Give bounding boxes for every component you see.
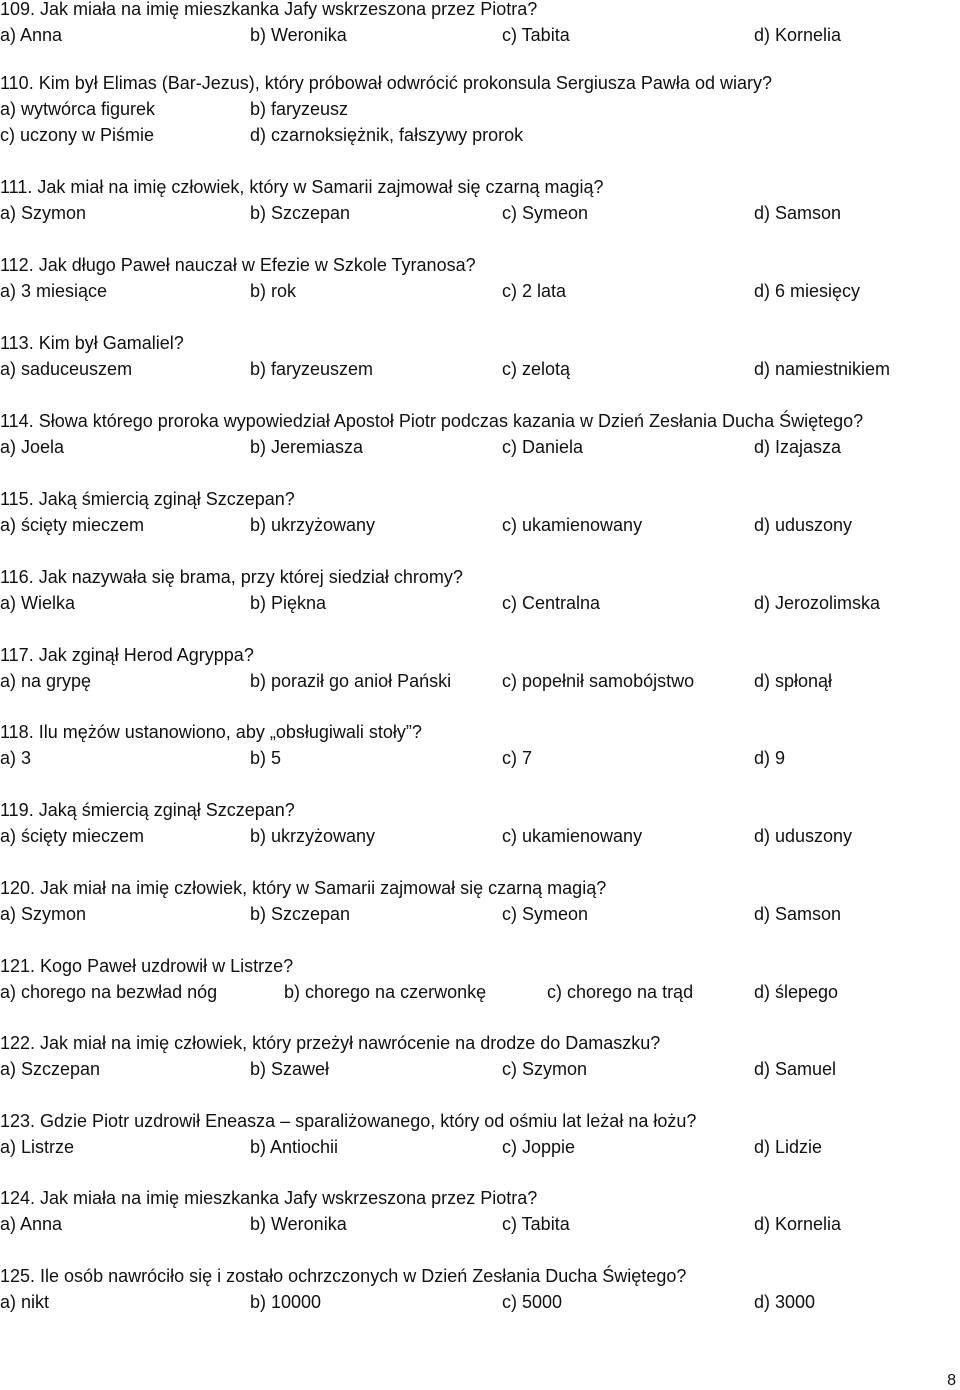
answer-c: c) Daniela (502, 437, 584, 457)
answer-row (0, 590, 960, 616)
answer-b: b) 5 (250, 748, 282, 768)
answer-d: d) ślepego (754, 982, 839, 1002)
answer-d: d) Lidzie (754, 1137, 823, 1157)
answer-a: a) Anna (0, 25, 63, 45)
answer-row (0, 901, 960, 927)
answer-c: c) Tabita (502, 1214, 570, 1234)
question-text: 120. Jak miał na imię człowiek, który w Samarii zajmował się czarną magią? (0, 878, 607, 898)
question-text: 110. Kim był Elimas (Bar-Jezus), który próbował odwrócić prokonsula Sergiusza Pawła od wiary? (0, 73, 772, 93)
answer-c: c) 5000 (502, 1292, 563, 1312)
question-116 (0, 564, 960, 642)
answer-row (0, 96, 960, 148)
answer-d: d) Samson (754, 904, 842, 924)
question-text: 123. Gdzie Piotr uzdrowił Eneasza – sparaliżowanego, który od ośmiu lat leżał na łożu? (0, 1111, 697, 1131)
answer-b: b) Weronika (250, 25, 347, 45)
answer-c: c) Szymon (502, 1059, 588, 1079)
answer-row (0, 1289, 960, 1315)
answer-row (0, 823, 960, 849)
answer-a: a) Szymon (0, 904, 87, 924)
answer-d: d) 6 miesięcy (754, 281, 861, 301)
answer-a: a) wytwórca figurek (0, 99, 156, 119)
question-122 (0, 1030, 960, 1108)
answer-d: d) 9 (754, 748, 786, 768)
question-109 (0, 0, 960, 74)
answer-c: c) chorego na trąd (547, 982, 694, 1002)
answer-d: d) Izajasza (754, 437, 842, 457)
answer-b: b) faryzeuszem (250, 359, 374, 379)
question-text: 125. Ile osób nawróciło się i zostało ochrzczonych w Dzień Zesłania Ducha Świętego? (0, 1266, 687, 1286)
answer-b: b) Piękna (250, 593, 327, 613)
question-text: 117. Jak zginął Herod Agryppa? (0, 645, 254, 665)
answer-a: a) Wielka (0, 593, 76, 613)
question-124 (0, 1185, 960, 1263)
answer-a: a) ścięty mieczem (0, 515, 145, 535)
answer-row (0, 356, 960, 382)
answer-row (0, 200, 960, 226)
answer-a: a) nikt (0, 1292, 50, 1312)
answer-a: a) Szymon (0, 203, 87, 223)
answer-a: a) Anna (0, 1214, 63, 1234)
answer-d: d) Samson (754, 203, 842, 223)
answer-b: b) poraził go anioł Pański (250, 671, 452, 691)
answer-c: c) 7 (502, 748, 533, 768)
answer-c: c) Symeon (502, 904, 589, 924)
question-110 (0, 70, 960, 148)
answer-row (0, 512, 960, 538)
answer-row (0, 1211, 960, 1237)
answer-c: c) ukamienowany (502, 515, 643, 535)
answer-d: d) Kornelia (754, 25, 842, 45)
answer-row (0, 22, 960, 48)
answer-b: b) 10000 (250, 1292, 322, 1312)
question-125 (0, 1263, 960, 1341)
question-text: 115. Jaką śmiercią zginął Szczepan? (0, 489, 295, 509)
answer-b: b) faryzeusz (250, 99, 349, 119)
question-text: 122. Jak miał na imię człowiek, który przeżył nawrócenie na drodze do Damaszku? (0, 1033, 661, 1053)
answer-a: a) chorego na bezwład nóg (0, 982, 218, 1002)
answer-b: b) rok (250, 281, 297, 301)
answer-row (0, 278, 960, 304)
question-text: 112. Jak długo Paweł nauczał w Efezie w Szkole Tyranosa? (0, 255, 476, 275)
question-112 (0, 252, 960, 330)
answer-b: b) Jeremiasza (250, 437, 364, 457)
question-121 (0, 953, 960, 1031)
answer-row (0, 1056, 960, 1082)
answer-c: c) zelotą (502, 359, 571, 379)
answer-b: b) ukrzyżowany (250, 826, 376, 846)
answer-c: c) Symeon (502, 203, 589, 223)
question-text: 116. Jak nazywała się brama, przy której siedział chromy? (0, 567, 463, 587)
answer-b: b) Weronika (250, 1214, 347, 1234)
answer-a: a) 3 miesiące (0, 281, 108, 301)
answer-c: c) Tabita (502, 25, 570, 45)
answer-c: c) popełnił samobójstwo (502, 671, 695, 691)
question-text: 119. Jaką śmiercią zginął Szczepan? (0, 800, 295, 820)
answer-d: d) Jerozolimska (754, 593, 881, 613)
answer-row (0, 979, 960, 1005)
answer-d: d) uduszony (754, 826, 853, 846)
answer-b: b) Szczepan (250, 203, 351, 223)
answer-a: a) Joela (0, 437, 65, 457)
answer-b: b) chorego na czerwonkę (284, 982, 487, 1002)
answer-c: c) uczony w Piśmie (0, 125, 155, 145)
answer-b: b) Szaweł (250, 1059, 330, 1079)
answer-c: c) ukamienowany (502, 826, 643, 846)
question-text: 121. Kogo Paweł uzdrowił w Listrze? (0, 956, 294, 976)
answer-a: a) Listrze (0, 1137, 75, 1157)
answer-a: a) na grypę (0, 671, 92, 691)
answer-a: a) ścięty mieczem (0, 826, 145, 846)
question-114 (0, 408, 960, 486)
answer-row (0, 1134, 960, 1160)
page-number: 8 (947, 1372, 956, 1389)
question-text: 124. Jak miała na imię mieszkanka Jafy wskrzeszona przez Piotra? (0, 1188, 538, 1208)
question-text: 114. Słowa którego proroka wypowiedział Apostoł Piotr podczas kazania w Dzień Zesłania Ducha Świętego? (0, 411, 864, 431)
answer-row (0, 745, 960, 771)
answer-d: d) czarnoksiężnik, fałszywy prorok (250, 125, 524, 145)
question-text: 111. Jak miał na imię człowiek, który w Samarii zajmował się czarną magią? (0, 177, 604, 197)
answer-c: c) 2 lata (502, 281, 567, 301)
answer-b: b) ukrzyżowany (250, 515, 376, 535)
answer-c: c) Joppie (502, 1137, 576, 1157)
question-119 (0, 797, 960, 875)
answer-b: b) Antiochii (250, 1137, 339, 1157)
answer-d: d) Samuel (754, 1059, 837, 1079)
question-117 (0, 642, 960, 720)
answer-b: b) Szczepan (250, 904, 351, 924)
question-113 (0, 330, 960, 408)
question-115 (0, 486, 960, 564)
question-118 (0, 719, 960, 797)
answer-c: c) Centralna (502, 593, 601, 613)
question-text: 109. Jak miała na imię mieszkanka Jafy wskrzeszona przez Piotra? (0, 0, 538, 19)
question-123 (0, 1108, 960, 1186)
question-120 (0, 875, 960, 953)
question-111 (0, 174, 960, 252)
question-text: 118. Ilu mężów ustanowiono, aby „obsługiwali stoły”? (0, 722, 422, 742)
answer-d: d) uduszony (754, 515, 853, 535)
answer-d: d) Kornelia (754, 1214, 842, 1234)
answer-a: a) 3 (0, 748, 32, 768)
question-text: 113. Kim był Gamaliel? (0, 333, 184, 353)
answer-a: a) saduceuszem (0, 359, 133, 379)
answer-row (0, 434, 960, 460)
answer-d: d) spłonął (754, 671, 833, 691)
answer-a: a) Szczepan (0, 1059, 101, 1079)
answer-row (0, 668, 960, 694)
answer-d: d) namiestnikiem (754, 359, 891, 379)
answer-d: d) 3000 (754, 1292, 816, 1312)
